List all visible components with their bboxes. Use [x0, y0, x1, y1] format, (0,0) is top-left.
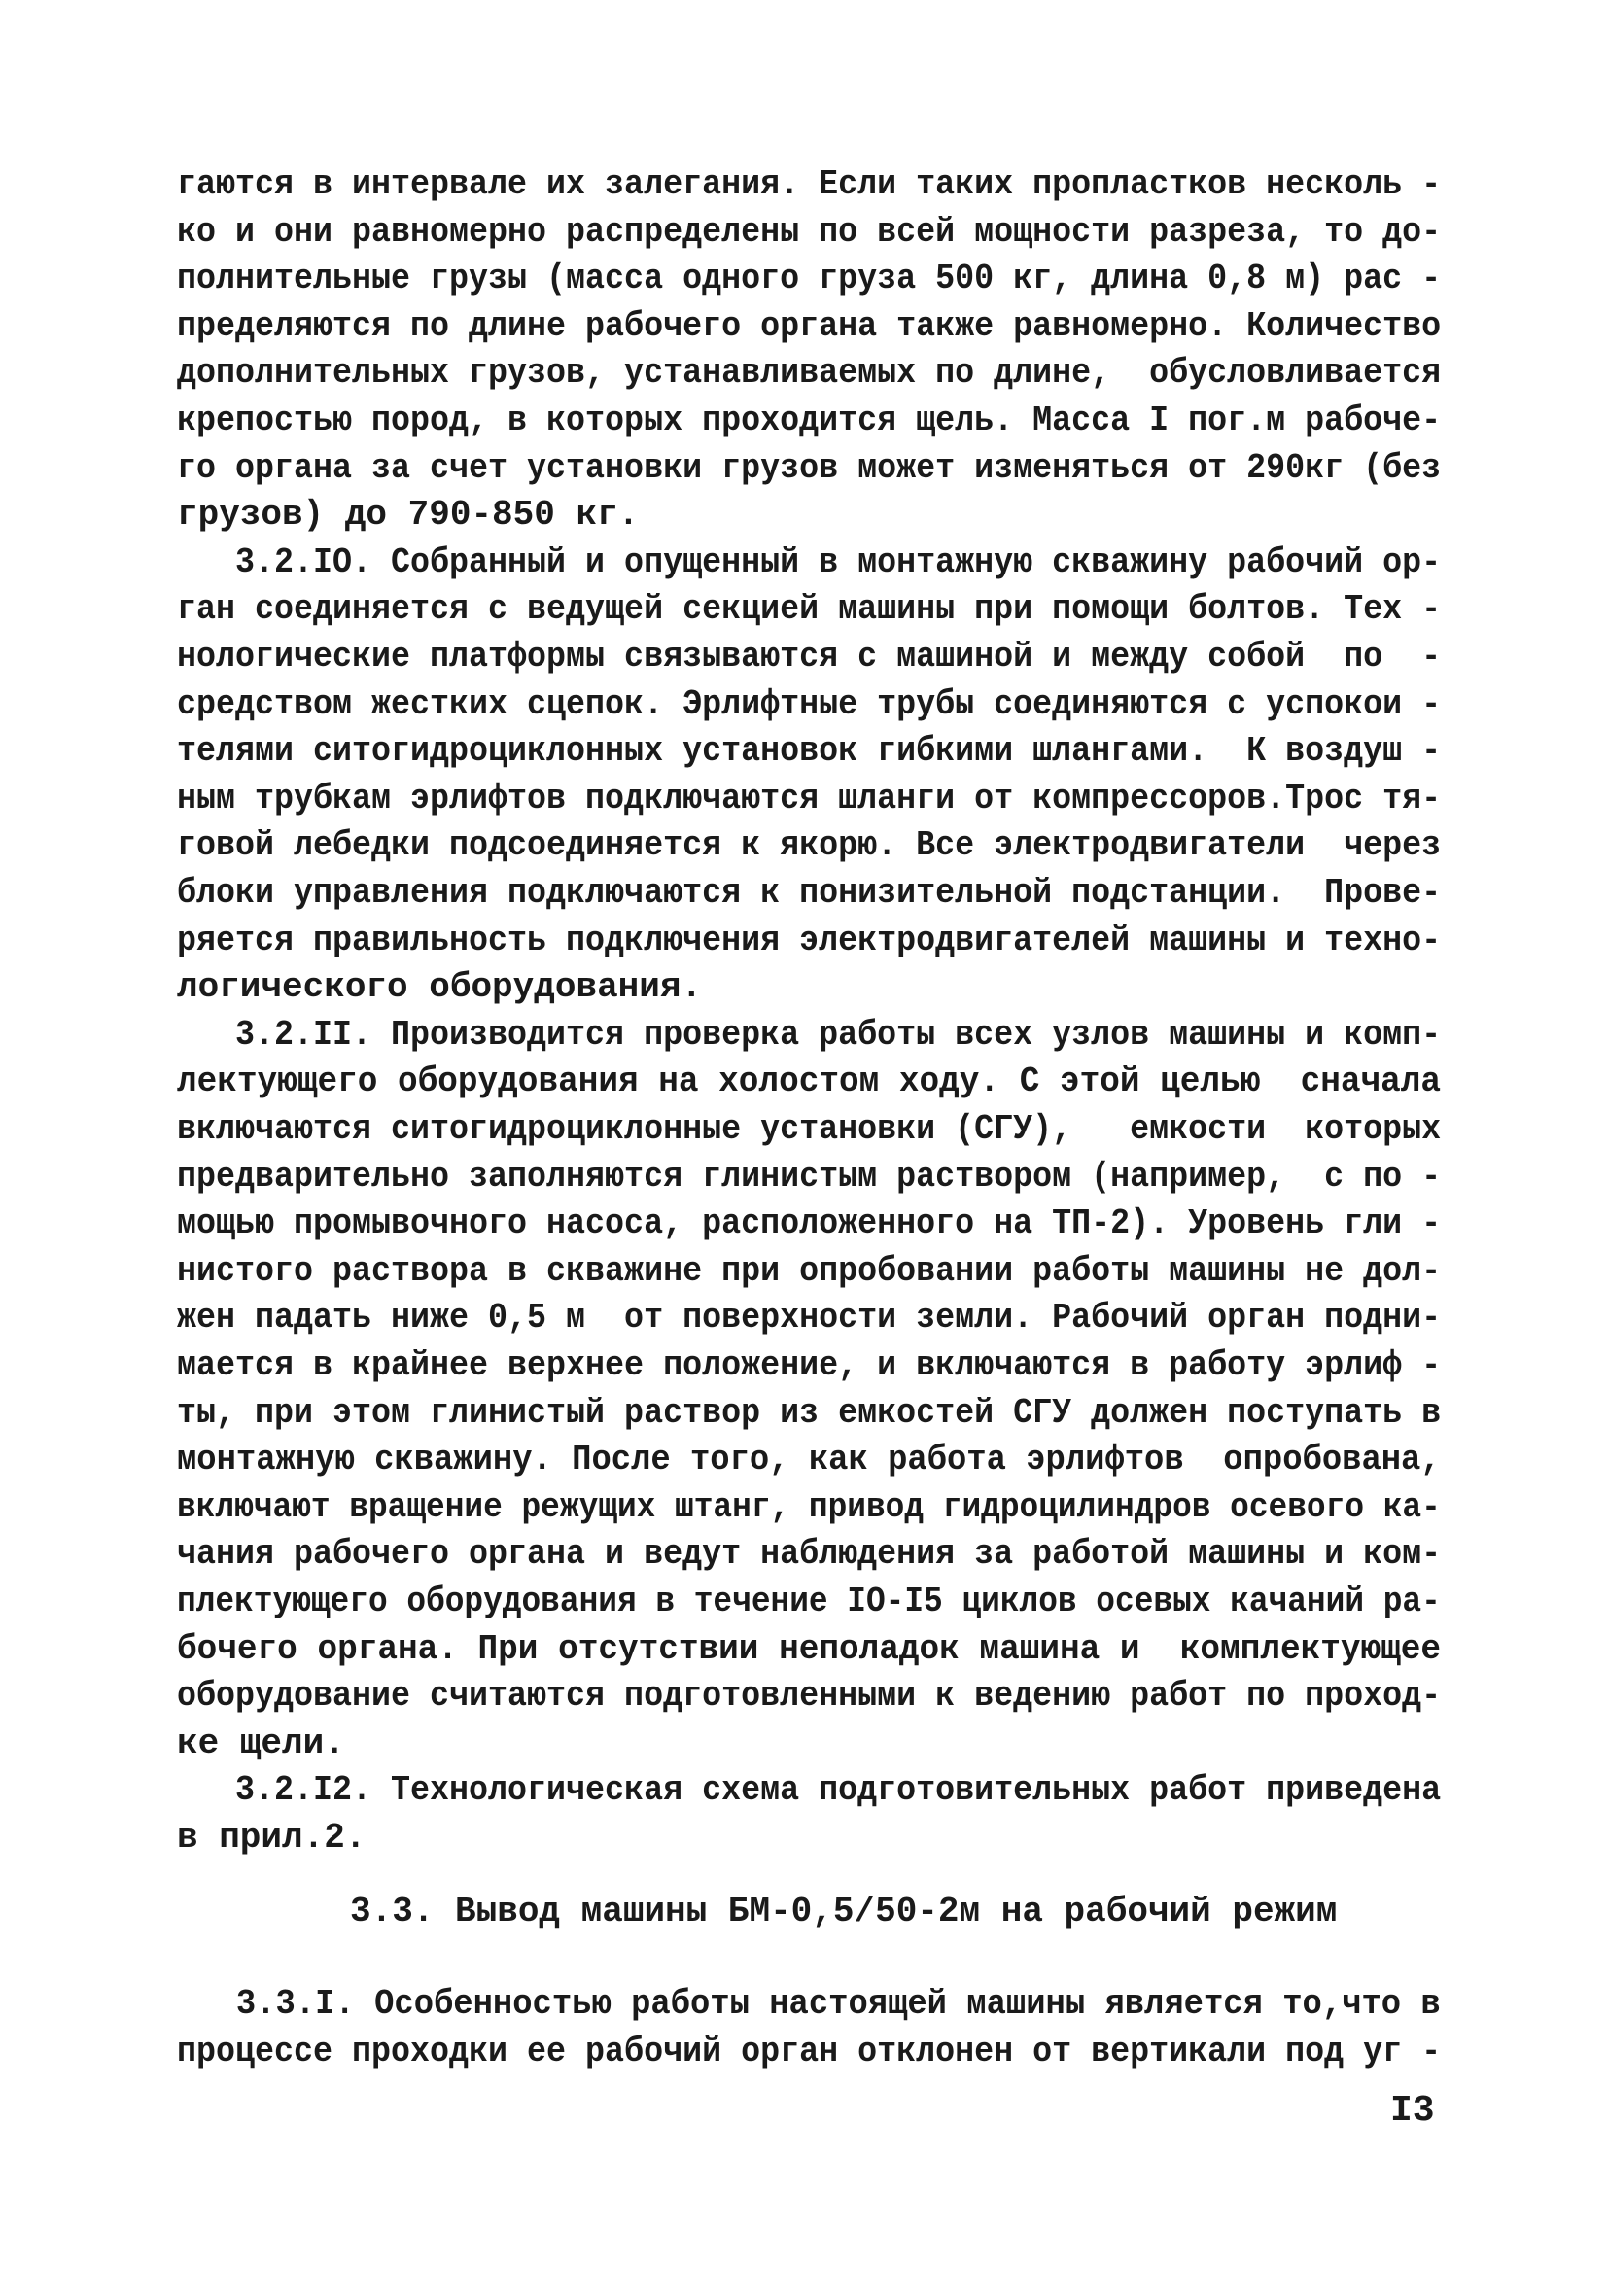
text-line: включаются ситогидроциклонные установки (СГУ), емкости которых — [177, 1109, 1442, 1149]
text-line: бочего органа. При отсутствии неполадок машина и комплектующее — [177, 1628, 1442, 1669]
text-line: гаются в интервале их залегания. Если таких пропластков несколь - — [177, 164, 1442, 204]
text-line: телями ситогидроциклонных установок гибкими шлангами. К воздуш - — [177, 731, 1442, 772]
text-line: предварительно заполняются глинистым раствором (например, с по - — [177, 1156, 1442, 1197]
text-line: 3.2.IO. Собранный и опущенный в монтажную скважину рабочий ор- — [177, 541, 1442, 582]
text-line: 3.2.I2. Технологическая схема подготовительных работ приведена — [177, 1770, 1442, 1811]
text-line: ряется правильность подключения электродвигателей машины и техно- — [177, 920, 1442, 960]
text-line: ган соединяется с ведущей секцией машины при помощи болтов. Тех - — [177, 589, 1442, 630]
text-line: го органа за счет установки грузов может изменяться от 290кг (без — [177, 447, 1442, 488]
text-line: 3.3.I. Особенностью работы настоящей машины является то,что в — [177, 1984, 1441, 2024]
text-line: дополнительных грузов, устанавливаемых по длине, обусловливается — [177, 353, 1442, 394]
text-line: средством жестких сцепок. Эрлифтные трубы соединяются с успокои - — [177, 683, 1442, 724]
text-line: мощью промывочного насоса, расположенного на ТП-2). Уровень гли - — [177, 1203, 1442, 1244]
text-line: монтажную скважину. После того, как работа эрлифтов опробована, — [177, 1440, 1441, 1480]
text-line: крепостью пород, в которых проходится щель. Масса I пог.м рабоче- — [177, 400, 1442, 440]
text-line: блоки управления подключаются к понизительной подстанции. Прове- — [177, 873, 1442, 913]
text-line: ко и они равномерно распределены по всей мощности разреза, то до- — [177, 211, 1442, 252]
text-line: грузов) до 790-850 кг. — [177, 495, 640, 536]
page-number: I3 — [1390, 2090, 1435, 2132]
text-line: ным трубкам эрлифтов подключаются шланги от компрессоров.Трос тя- — [177, 778, 1442, 818]
text-line: логического оборудования. — [177, 967, 703, 1008]
text-line: чания рабочего органа и ведут наблюдения за работой машины и ком- — [177, 1534, 1442, 1575]
text-line: в прил.2. — [177, 1818, 367, 1858]
text-line: говой лебедки подсоединяется к якорю. Все электродвигатели через — [177, 825, 1442, 866]
text-line: ты, при этом глинистый раствор из емкостей СГУ должен поступать в — [177, 1392, 1442, 1433]
text-line: полнительные грузы (масса одного груза 500 кг, длина 0,8 м) рас - — [177, 259, 1442, 299]
text-line: плектующего оборудования в течение IO-I5 циклов осевых качаний ра- — [177, 1582, 1441, 1621]
text-line: ке щели. — [177, 1722, 345, 1763]
text-line: нистого раствора в скважине при опробовании работы машины не дол- — [177, 1250, 1442, 1291]
text-line: нологические платформы связываются с машиной и между собой по - — [177, 637, 1442, 677]
text-line: 3.2.II. Производится проверка работы всех узлов машины и комп- — [177, 1014, 1442, 1055]
text-line: оборудование считаются подготовленными к ведению работ по проход- — [177, 1676, 1442, 1717]
text-line: лектующего оборудования на холостом ходу. С этой целью сначала — [177, 1061, 1442, 1102]
text-line: процессе проходки ее рабочий орган отклонен от вертикали под уг - — [177, 2031, 1442, 2071]
text-line: мается в крайнее верхнее положение, и включаются в работу эрлиф - — [177, 1345, 1442, 1385]
text-line: пределяются по длине рабочего органа также равномерно. Количество — [177, 305, 1442, 346]
section-heading: 3.3. Вывод машины БМ-0,5/50-2м на рабочий режим — [350, 1892, 1338, 1931]
text-line: жен падать ниже 0,5 м от поверхности земли. Рабочий орган подни- — [177, 1298, 1442, 1339]
text-line: включают вращение режущих штанг, привод гидроцилиндров осевого ка- — [177, 1486, 1441, 1527]
